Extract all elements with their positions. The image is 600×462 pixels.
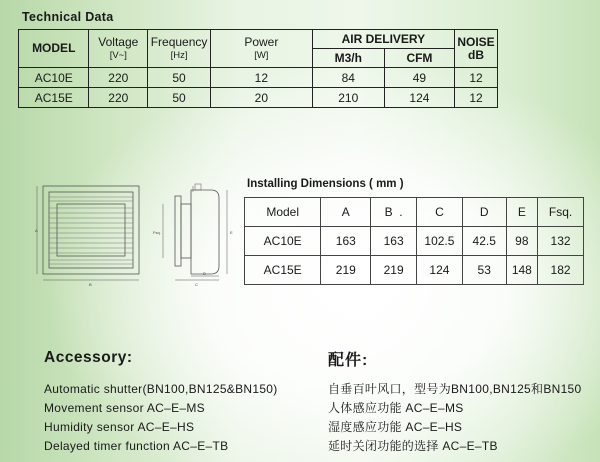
cell-fsq: 182 [538, 256, 584, 285]
cell-power: 20 [211, 88, 313, 108]
accessory-cn-title [328, 347, 368, 370]
col-header-b: B . [371, 198, 417, 227]
cell-voltage: 220 [89, 88, 148, 108]
dim-label-b: B [89, 282, 92, 287]
cell-model: AC15E [19, 88, 89, 108]
accessory-title-text: Accessory [44, 349, 127, 366]
installing-dimensions-title: Installing Dimensions ( mm ) [247, 178, 404, 190]
cell-e: 98 [506, 227, 538, 256]
list-item: 延时关闭功能的选择 AC–E–TB [328, 439, 498, 453]
table-header-row [245, 198, 584, 227]
cell-frequency: 50 [148, 88, 211, 108]
accessory-cn-title-colon: : [362, 352, 369, 369]
cell-model: AC10E [19, 68, 89, 88]
technical-data-table [18, 29, 498, 108]
technical-data-title: Technical Data [22, 10, 114, 24]
cell-e: 148 [506, 256, 538, 285]
header-frequency-unit: [Hz] [170, 49, 188, 61]
side-duct [181, 204, 191, 258]
dim-label-c: C [195, 282, 198, 287]
header-power-label: Power [244, 34, 279, 49]
header-power-unit: [W] [254, 49, 269, 61]
front-louvers [49, 197, 133, 264]
front-inner-frame [49, 192, 133, 268]
cell-b: 163 [371, 227, 417, 256]
list-item: Humidity sensor AC–E–HS [44, 420, 195, 434]
dim-label-d: D [203, 271, 206, 276]
cell-c: 102.5 [417, 227, 463, 256]
header-m3h: M3/h [312, 49, 384, 68]
cell-model: AC10E [245, 227, 321, 256]
side-flange [175, 196, 181, 266]
cell-cfm: 124 [384, 88, 454, 108]
header-noise-unit: dB [468, 47, 485, 62]
accessory-title-colon: : [126, 349, 133, 366]
list-item: 人体感应功能 AC–E–MS [328, 401, 464, 415]
header-frequency [148, 30, 211, 68]
cell-d: 53 [462, 256, 506, 285]
col-header-d: D [462, 198, 506, 227]
list-item: 自垂百叶风口，型号为BN100,BN125和BN150 [328, 382, 582, 396]
accessory-cn-list [328, 380, 582, 456]
cell-b: 219 [371, 256, 417, 285]
header-voltage-unit: [V~] [109, 49, 127, 61]
cell-a: 163 [321, 227, 371, 256]
cell-cfm: 49 [384, 68, 454, 88]
table-row [245, 227, 584, 256]
header-voltage-label: Voltage [98, 34, 139, 49]
header-power [211, 30, 313, 68]
table-row [19, 68, 498, 88]
table-row [245, 256, 584, 285]
list-item: 湿度感应功能 AC–E–HS [328, 420, 463, 434]
fan-dimension-drawing [35, 182, 240, 292]
cell-model: AC15E [245, 256, 321, 285]
header-frequency-label: Frequency [150, 34, 208, 49]
side-connector [195, 184, 201, 190]
accessory-title [44, 349, 133, 367]
cell-a: 219 [321, 256, 371, 285]
cell-fsq: 132 [538, 227, 584, 256]
col-header-fsq: Fsq. [538, 198, 584, 227]
cell-voltage: 220 [89, 68, 148, 88]
header-model: MODEL [19, 30, 89, 68]
cell-d: 42.5 [462, 227, 506, 256]
cell-c: 124 [417, 256, 463, 285]
installing-dimensions-table [244, 197, 584, 285]
side-body [191, 190, 219, 274]
dim-label-e: E [230, 230, 233, 235]
header-cfm: CFM [384, 49, 454, 68]
list-item: Automatic shutter(BN100,BN125&BN150) [44, 382, 278, 396]
table-row [19, 88, 498, 108]
cell-m3h: 210 [312, 88, 384, 108]
header-noise-label: NOISE [457, 34, 495, 49]
cell-noise: 12 [455, 68, 498, 88]
front-view [37, 186, 139, 280]
header-noise [455, 30, 498, 68]
dim-label-fsq: Fsq. [153, 230, 161, 235]
col-header-a: A [321, 198, 371, 227]
dim-label-a: A [35, 228, 38, 233]
cell-m3h: 84 [312, 68, 384, 88]
col-header-e: E [506, 198, 538, 227]
col-header-c: C [417, 198, 463, 227]
header-air-delivery: AIR DELIVERY [312, 30, 454, 49]
side-view [163, 184, 227, 280]
accessory-list [44, 380, 278, 456]
cell-frequency: 50 [148, 68, 211, 88]
cell-noise: 12 [455, 88, 498, 108]
list-item: Delayed timer function AC–E–TB [44, 439, 229, 453]
accessory-cn-title-text: 配件 [328, 352, 363, 369]
header-voltage [89, 30, 148, 68]
list-item: Movement sensor AC–E–MS [44, 401, 205, 415]
col-header-model: Model [245, 198, 321, 227]
cell-power: 12 [211, 68, 313, 88]
